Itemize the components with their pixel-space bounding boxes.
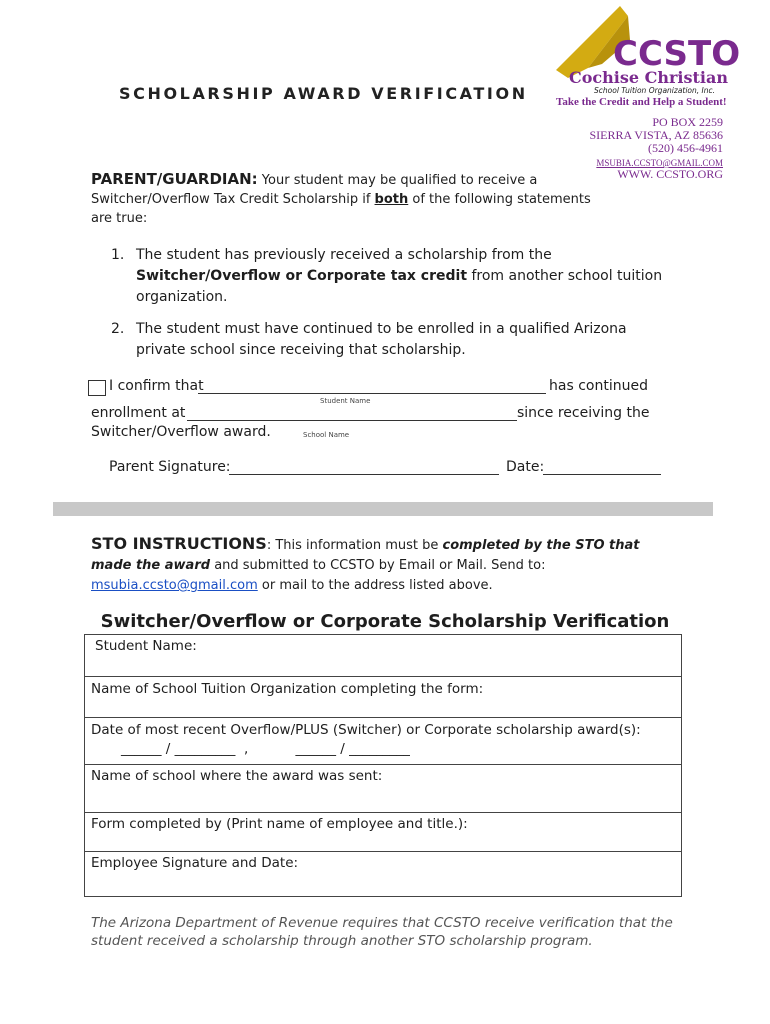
sto-text-c: or mail to the address listed above. bbox=[257, 578, 493, 593]
parent-lead: PARENT/GUARDIAN: bbox=[91, 170, 258, 188]
list-item bbox=[111, 319, 671, 361]
form-field-label: Name of school where the award was sent: bbox=[91, 768, 383, 784]
form-row-award-date[interactable] bbox=[85, 718, 681, 765]
school-name-caption: School Name bbox=[303, 431, 350, 439]
website[interactable]: WWW. CCSTO.ORG bbox=[617, 167, 723, 181]
confirm-continued: has continued bbox=[549, 378, 648, 394]
confirm-label: I confirm that bbox=[109, 378, 204, 394]
parent-signature-line[interactable] bbox=[229, 474, 499, 475]
logo-tagline: Take the Credit and Help a Student! bbox=[556, 96, 727, 108]
list-text-bold: Switcher/Overflow or Corporate tax credit bbox=[136, 268, 468, 284]
enrollment-since: since receiving the bbox=[517, 405, 650, 421]
school-name-line[interactable] bbox=[187, 420, 517, 421]
sto-text-b: and submitted to CCSTO by Email or Mail. Send to: bbox=[210, 558, 546, 573]
logo-wordmark: CCSTO bbox=[613, 34, 741, 74]
parent-intro bbox=[91, 170, 611, 228]
form-field-label: Date of most recent Overflow/PLUS (Switcher) or Corporate scholarship award(s): bbox=[91, 722, 641, 738]
form-row-school-name[interactable] bbox=[85, 765, 681, 813]
section-divider bbox=[53, 502, 713, 516]
list-text-a: The student must have continued to be enrolled in a qualified Arizona private school since receiving that scholarship. bbox=[136, 321, 627, 358]
list-text-a: The student has previously received a scholarship from the bbox=[136, 247, 552, 263]
date-label: Date: bbox=[506, 459, 545, 475]
sto-instructions bbox=[91, 534, 681, 596]
list-text-b: from another school tuition organization. bbox=[136, 268, 663, 305]
confirm-checkbox[interactable] bbox=[88, 380, 106, 396]
footer-note: The Arizona Department of Revenue requires that CCSTO receive verification that the student received a scholarship through another STO scholarship program. bbox=[91, 915, 673, 949]
po-box: PO BOX 2259 bbox=[652, 115, 723, 129]
sto-text-a: This information must be bbox=[271, 538, 443, 553]
form-title: Switcher/Overflow or Corporate Scholarship Verification bbox=[100, 611, 670, 632]
phone-number: (520) 456-4961 bbox=[648, 141, 723, 155]
enrollment-label: enrollment at bbox=[91, 405, 186, 421]
document-title: SCHOLARSHIP AWARD VERIFICATION bbox=[119, 84, 528, 103]
intro-bold: both bbox=[374, 192, 409, 207]
sto-text-bold: completed by the STO that made the award bbox=[91, 538, 640, 573]
city-state-zip: SIERRA VISTA, AZ 85636 bbox=[589, 128, 723, 142]
form-row-sto-name[interactable] bbox=[85, 677, 681, 718]
verification-form bbox=[84, 634, 682, 897]
form-field-label: Name of School Tuition Organization completing the form: bbox=[91, 681, 484, 697]
student-name-caption: Student Name bbox=[320, 397, 371, 405]
form-row-employee-signature[interactable] bbox=[85, 852, 681, 896]
form-row-student-name[interactable] bbox=[85, 635, 681, 677]
form-field-label: Student Name: bbox=[95, 638, 197, 654]
form-field-label: Form completed by (Print name of employee and title.): bbox=[91, 816, 468, 832]
student-name-line[interactable] bbox=[198, 393, 546, 394]
intro-text-a: Your student may be qualified to receive a Switcher/Overflow Tax Credit Scholarship if bbox=[91, 173, 538, 207]
form-row-completed-by[interactable] bbox=[85, 813, 681, 852]
sto-email-link[interactable]: msubia.ccsto@gmail.com bbox=[91, 578, 258, 593]
list-number: 2. bbox=[111, 321, 125, 337]
sto-lead: STO INSTRUCTIONS bbox=[91, 534, 267, 553]
contact-email[interactable]: MSUBIA.CCSTO@GMAIL.COM bbox=[596, 158, 723, 168]
date-blanks[interactable]: ______ / _________ , ______ / _________ bbox=[121, 741, 410, 757]
logo-org-subtitle: School Tuition Organization, Inc. bbox=[594, 86, 716, 95]
date-line[interactable] bbox=[543, 474, 661, 475]
parent-signature-label: Parent Signature: bbox=[109, 459, 231, 475]
logo-org-name: Cochise Christian bbox=[569, 68, 728, 87]
list-number: 1. bbox=[111, 247, 125, 263]
intro-text-b: of the following statements are true: bbox=[91, 192, 591, 226]
enrollment-award: Switcher/Overflow award. bbox=[91, 424, 271, 440]
sto-colon: : bbox=[266, 538, 272, 553]
list-item bbox=[111, 245, 671, 308]
form-field-label: Employee Signature and Date: bbox=[91, 855, 299, 871]
